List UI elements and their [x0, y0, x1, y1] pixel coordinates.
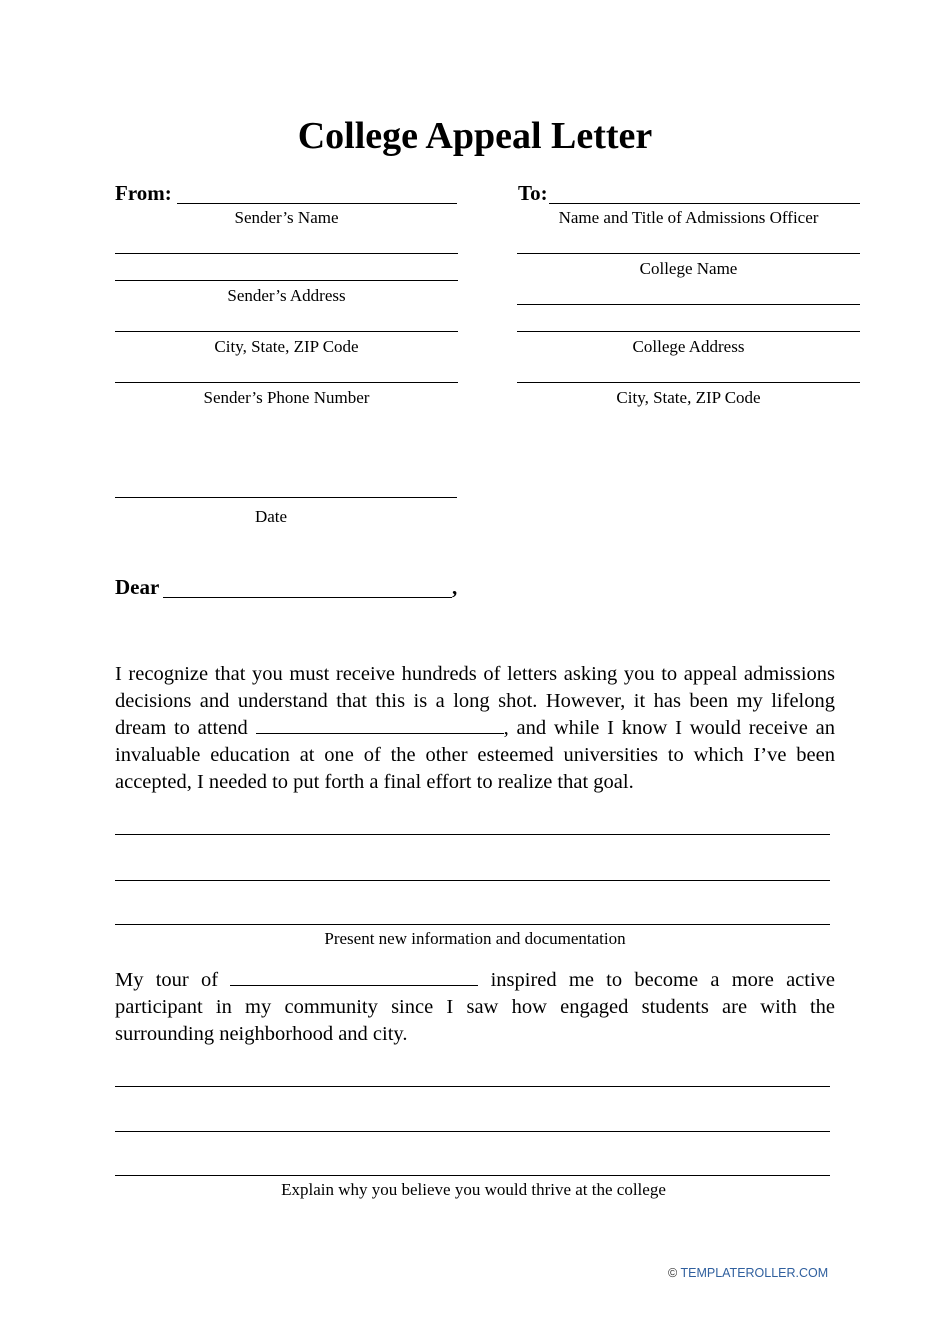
tour-location-field[interactable]	[230, 967, 478, 986]
thrive-explanation-line-1[interactable]	[115, 1086, 830, 1087]
salutation-comma: ,	[452, 575, 458, 599]
paragraph-2-text-b: inspired me to become a more active participant in my community since I saw how engaged students are with the surrounding neighborhood and city.	[115, 969, 836, 1045]
copyright-symbol: ©	[668, 1266, 678, 1280]
recipient-name-field[interactable]	[163, 597, 452, 598]
to-label: To:	[518, 181, 548, 205]
college-name-field[interactable]	[517, 253, 860, 254]
sender-address-line-1[interactable]	[115, 253, 458, 254]
new-information-line-2[interactable]	[115, 880, 830, 881]
college-address-caption: College Address	[632, 337, 745, 356]
college-city-state-zip-field[interactable]	[517, 382, 860, 383]
footer-credit	[668, 1266, 828, 1280]
date-field[interactable]	[115, 497, 457, 498]
sender-name-caption: Sender’s Name	[234, 208, 339, 227]
from-label: From:	[115, 181, 172, 205]
sender-phone-caption: Sender’s Phone Number	[203, 388, 370, 407]
college-address-line-1[interactable]	[517, 304, 860, 305]
college-address-line-2[interactable]	[517, 331, 860, 332]
sender-city-state-zip-caption: City, State, ZIP Code	[214, 337, 359, 356]
date-caption: Date	[254, 507, 288, 526]
section-2-caption: Explain why you believe you would thrive at the college	[281, 1180, 666, 1199]
college-city-state-zip-caption: City, State, ZIP Code	[616, 388, 761, 407]
paragraph-1	[115, 661, 835, 796]
paragraph-1-text-a: I recognize that you must receive hundreds of letters asking you to appeal admissions decisions and understand that this is a long shot. However, it has been my lifelong dream to attend	[115, 663, 835, 739]
sender-name-field[interactable]	[177, 203, 457, 204]
paragraph-2-text-a: My tour of	[115, 969, 219, 991]
paragraph-1-text-b: , and while I know I would receive an invaluable education at one of the other esteemed universities to which I’ve been accepted, I needed to put forth a final effort to realize that goal.	[115, 717, 836, 793]
thrive-explanation-line-2[interactable]	[115, 1131, 830, 1132]
college-name-caption: College Name	[639, 259, 738, 278]
section-1-caption: Present new information and documentation	[324, 929, 626, 948]
templateroller-link[interactable]: TEMPLATEROLLER.COM	[680, 1266, 829, 1280]
document-title: College Appeal Letter	[297, 115, 653, 157]
dream-college-field[interactable]	[256, 715, 504, 734]
officer-caption: Name and Title of Admissions Officer	[558, 208, 819, 227]
officer-name-field[interactable]	[549, 203, 860, 204]
thrive-explanation-line-3[interactable]	[115, 1175, 830, 1176]
sender-address-caption: Sender’s Address	[227, 286, 346, 305]
salutation-dear: Dear	[115, 575, 160, 599]
new-information-line-3[interactable]	[115, 924, 830, 925]
sender-phone-field[interactable]	[115, 382, 458, 383]
new-information-line-1[interactable]	[115, 834, 830, 835]
sender-city-state-zip-field[interactable]	[115, 331, 458, 332]
sender-address-line-2[interactable]	[115, 280, 458, 281]
paragraph-2	[115, 967, 835, 1048]
